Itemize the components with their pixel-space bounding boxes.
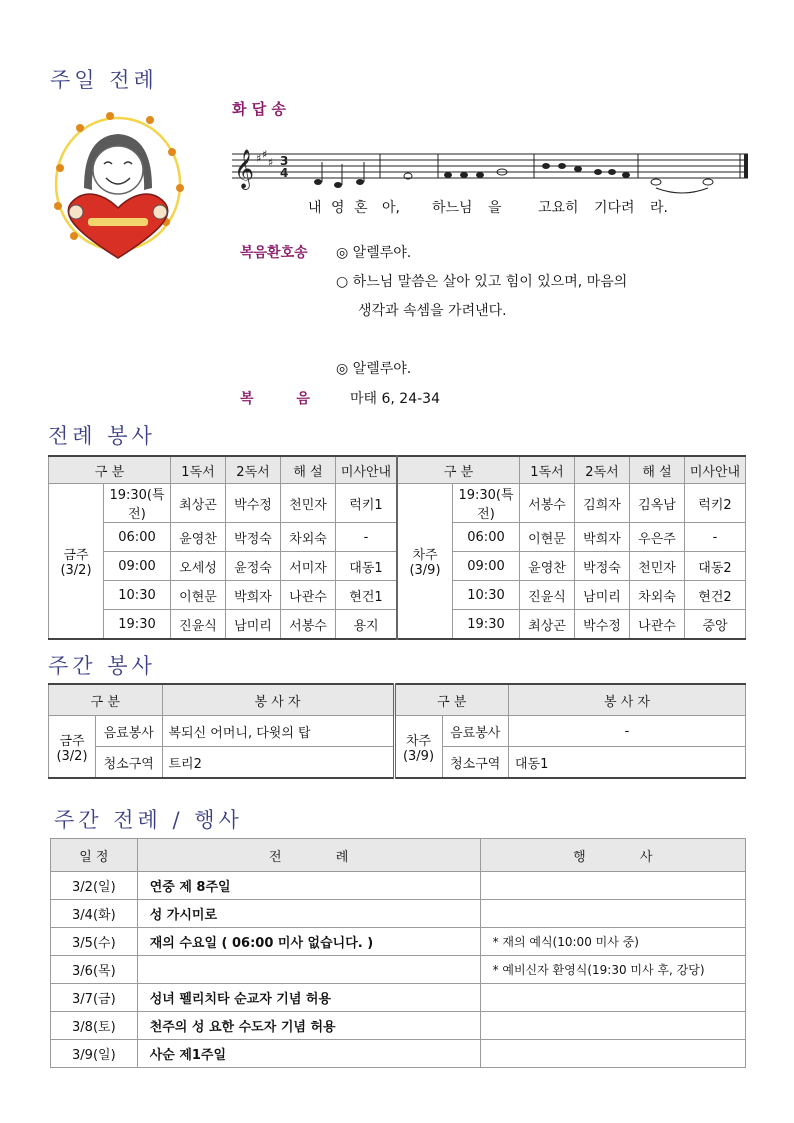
date-cell: 3/5(수): [51, 928, 138, 956]
table-cell: 서미자: [281, 552, 336, 581]
week-cell: 금주 (3/2): [49, 716, 96, 779]
lyric: 을: [488, 200, 502, 216]
svg-text:𝄞: 𝄞: [234, 149, 255, 189]
table-row: [51, 984, 746, 1012]
table-cell: 박수정: [226, 484, 281, 523]
date-cell: 3/7(금): [51, 984, 138, 1012]
header-cell: 구 분: [397, 456, 520, 484]
date-cell: 3/8(토): [51, 1012, 138, 1040]
time-cell: 19:30: [453, 610, 520, 640]
table-cell: 진윤식: [171, 610, 226, 640]
header-cell: 미사안내: [336, 456, 398, 484]
table-cell: 중앙: [685, 610, 746, 640]
table-cell: 박정숙: [226, 523, 281, 552]
event-cell: * 예비신자 환영식(19:30 미사 후, 강당): [480, 956, 745, 984]
table-cell: 윤정숙: [226, 552, 281, 581]
liturgy-cell: 사순 제1주일: [137, 1040, 480, 1068]
type-cell: 청소구역: [96, 747, 163, 779]
psalm-lyrics: [232, 197, 732, 217]
table-cell: -: [509, 716, 746, 747]
section-title-liturgy-service: 전례 봉사: [48, 424, 156, 448]
table-cell: 박정숙: [575, 552, 630, 581]
lyric: 고요히: [538, 200, 579, 216]
event-cell: [480, 900, 745, 928]
liturgy-service-table: [48, 455, 746, 640]
table-cell: -: [685, 523, 746, 552]
weekly-service-table: [48, 683, 746, 779]
event-cell: [480, 872, 745, 900]
type-cell: 음료봉사: [442, 716, 509, 747]
table-cell: 윤영찬: [171, 523, 226, 552]
table-cell: 최상곤: [171, 484, 226, 523]
header-cell: 구 분: [49, 684, 163, 716]
header-cell: 2독서: [575, 456, 630, 484]
svg-text:♯: ♯: [268, 156, 274, 169]
time-cell: 19:30(특전): [453, 484, 520, 523]
lyric: 내: [308, 200, 322, 216]
header-cell: 해 설: [281, 456, 336, 484]
table-cell: 대동2: [685, 552, 746, 581]
liturgy-cell: 천주의 성 요한 수도자 기념 허용: [137, 1012, 480, 1040]
header-cell: 일 정: [51, 839, 138, 872]
date-cell: 3/6(목): [51, 956, 138, 984]
table-row: [51, 900, 746, 928]
table-row: [51, 956, 746, 984]
svg-text:♯: ♯: [256, 152, 262, 165]
type-cell: 음료봉사: [96, 716, 163, 747]
header-cell: 미사안내: [685, 456, 746, 484]
table-cell: 김희자: [575, 484, 630, 523]
date-cell: 3/4(화): [51, 900, 138, 928]
section-title-weekly-events: 주간 전례 / 행사: [54, 808, 243, 832]
nun-heart-illustration: [50, 108, 190, 268]
header-cell: 전 례: [137, 839, 480, 872]
date-cell: 3/9(일): [51, 1040, 138, 1068]
table-cell: 이현문: [171, 581, 226, 610]
table-cell: 럭키2: [685, 484, 746, 523]
acclamation-line-4: ◎ 알렐루야.: [336, 361, 412, 377]
table-cell: 이현문: [520, 523, 575, 552]
table-cell: 현건2: [685, 581, 746, 610]
lyric: 기다려: [594, 200, 635, 216]
event-cell: * 재의 예식(10:00 미사 중): [480, 928, 745, 956]
week-cell: 차주 (3/9): [397, 484, 453, 640]
table-cell: 박희자: [575, 523, 630, 552]
header-cell: 구 분: [49, 456, 171, 484]
table-cell: 복되신 어머니, 다윗의 탑: [162, 716, 394, 747]
svg-text:♯: ♯: [262, 148, 268, 161]
svg-text:4: 4: [280, 166, 289, 180]
table-row: [51, 1012, 746, 1040]
gospel-label: 복 음: [240, 391, 310, 407]
table-cell: 천민자: [281, 484, 336, 523]
table-cell: 나관수: [630, 610, 685, 640]
event-cell: [480, 1012, 745, 1040]
header-cell: 구 분: [394, 684, 509, 716]
table-row: [49, 716, 746, 747]
table-cell: 차외숙: [630, 581, 685, 610]
section-title-sunday-liturgy: 주일 전례: [50, 68, 158, 92]
table-cell: 박수정: [575, 610, 630, 640]
table-cell: 차외숙: [281, 523, 336, 552]
table-cell: 현건1: [336, 581, 398, 610]
liturgy-cell: [137, 956, 480, 984]
table-cell: 트리2: [162, 747, 394, 779]
header-cell: 2독서: [226, 456, 281, 484]
header-cell: 봉 사 자: [162, 684, 394, 716]
table-cell: 대동1: [336, 552, 398, 581]
table-row: [51, 928, 746, 956]
acclamation-line-2: ○ 하느님 말씀은 살아 있고 힘이 있으며, 마음의: [336, 274, 628, 290]
event-cell: [480, 984, 745, 1012]
table-cell: 대동1: [509, 747, 746, 779]
time-cell: 10:30: [104, 581, 171, 610]
table-row: [49, 484, 746, 523]
gospel-reference: 마태 6, 24-34: [350, 391, 440, 407]
lyric: 영: [331, 200, 345, 216]
liturgy-cell: 재의 수요일 ( 06:00 미사 없습니다. ): [137, 928, 480, 956]
header-cell: 1독서: [520, 456, 575, 484]
table-cell: 나관수: [281, 581, 336, 610]
table-cell: 박희자: [226, 581, 281, 610]
table-cell: 우은주: [630, 523, 685, 552]
header-cell: 행 사: [480, 839, 745, 872]
table-cell: 남미리: [575, 581, 630, 610]
table-cell: 서봉수: [281, 610, 336, 640]
time-cell: 09:00: [453, 552, 520, 581]
lyric: 라.: [650, 200, 668, 216]
liturgy-cell: 성녀 펠리치타 순교자 기념 허용: [137, 984, 480, 1012]
psalm-label: 화 답 송: [232, 100, 286, 118]
time-cell: 06:00: [104, 523, 171, 552]
time-cell: 10:30: [453, 581, 520, 610]
time-cell: 06:00: [453, 523, 520, 552]
table-cell: 최상곤: [520, 610, 575, 640]
table-cell: 서봉수: [520, 484, 575, 523]
table-row: [51, 1040, 746, 1068]
lyric: 아,: [382, 200, 400, 216]
table-cell: 오세성: [171, 552, 226, 581]
week-cell: 차주 (3/9): [394, 716, 442, 779]
svg-text:3: 3: [280, 154, 289, 168]
lyric: 혼: [354, 200, 368, 216]
time-cell: 09:00: [104, 552, 171, 581]
music-staff: [232, 146, 754, 194]
acclamation-line-3: 생각과 속셈을 가려낸다.: [358, 303, 507, 319]
type-cell: 청소구역: [442, 747, 509, 779]
date-cell: 3/2(일): [51, 872, 138, 900]
table-cell: 윤영찬: [520, 552, 575, 581]
event-cell: [480, 1040, 745, 1068]
week-cell: 금주 (3/2): [49, 484, 104, 640]
table-cell: 김옥남: [630, 484, 685, 523]
liturgy-cell: 성 가시미로: [137, 900, 480, 928]
time-cell: 19:30(특전): [104, 484, 171, 523]
gospel-acclamation-label: 복음환호송: [240, 245, 308, 261]
header-cell: 해 설: [630, 456, 685, 484]
acclamation-line-1: ◎ 알렐루야.: [336, 245, 412, 261]
header-cell: 봉 사 자: [509, 684, 746, 716]
lyric: 하느님: [432, 200, 473, 216]
table-cell: -: [336, 523, 398, 552]
table-cell: 럭키1: [336, 484, 398, 523]
table-cell: 진윤식: [520, 581, 575, 610]
time-cell: 19:30: [104, 610, 171, 640]
table-cell: 천민자: [630, 552, 685, 581]
liturgy-cell: 연중 제 8주일: [137, 872, 480, 900]
weekly-events-table: [50, 838, 746, 1068]
table-row: [51, 872, 746, 900]
header-cell: 1독서: [171, 456, 226, 484]
table-cell: 용지: [336, 610, 398, 640]
section-title-weekly-service: 주간 봉사: [48, 654, 156, 678]
table-cell: 남미리: [226, 610, 281, 640]
